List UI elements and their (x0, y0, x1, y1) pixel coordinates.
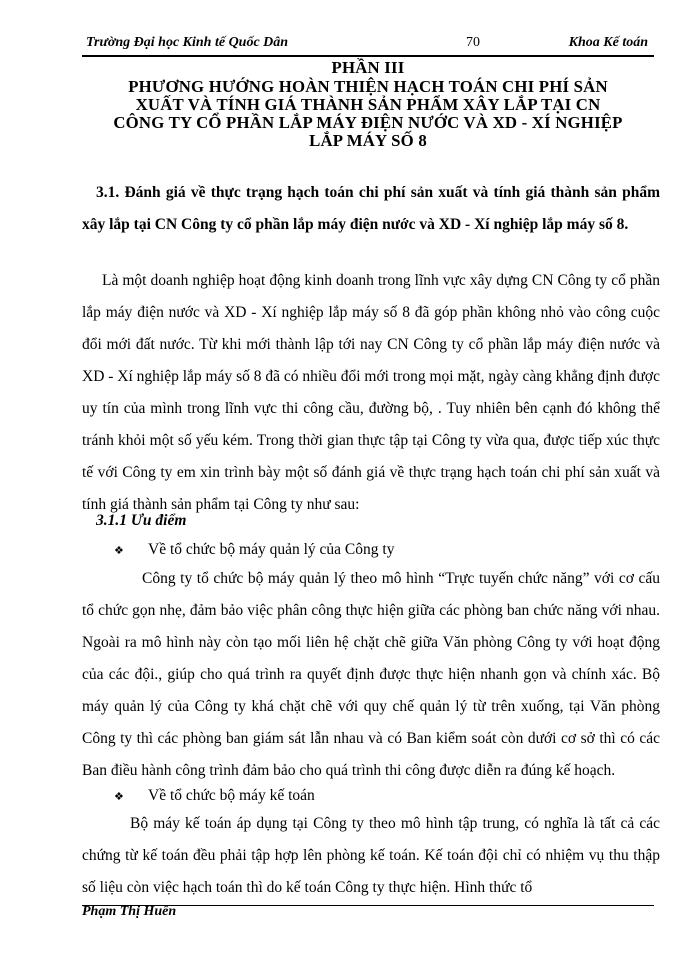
diamond-bullet-icon: ❖ (114, 545, 124, 557)
chapter-title-line: CÔNG TY CỔ PHẦN LẮP MÁY ĐIỆN NƯỚC VÀ XD - XÍ NGHIỆP (113, 113, 623, 132)
subsection-heading: 3.1.1 Ưu điểm (96, 512, 187, 529)
chapter-title-line: XUẤT VÀ TÍNH GIÁ THÀNH SẢN PHẨM XÂY LẮP TẠI CN (135, 95, 601, 114)
chapter-title-line: PHƯƠNG HƯỚNG HOÀN THIỆN HẠCH TOÁN CHI PHÍ SẢN (128, 77, 608, 96)
chapter-title-line: LẮP MÁY SỐ 8 (309, 131, 427, 150)
header-faculty: Khoa Kế toán (568, 35, 648, 50)
page-header (82, 35, 654, 55)
part-title: PHẦN III (331, 58, 405, 77)
page-number: 70 (466, 35, 480, 50)
bullet-text: Về tổ chức bộ máy quản lý của Công ty (148, 541, 395, 558)
section-heading: 3.1. Đánh giá về thực trạng hạch toán chi phí sản xuất và tính giá thành sản phẩm xây lắp tại CN Công ty cổ phần lắp máy điện nước và XD - Xí nghiệp lắp máy số 8. (82, 184, 660, 233)
bullet-text: Về tổ chức bộ máy kế toán (148, 787, 315, 804)
footer-author: Phạm Thị Huền (82, 904, 177, 919)
paragraph-accounting: Bộ máy kế toán áp dụng tại Công ty theo mô hình tập trung, có nghĩa là tất cả các chứng từ kế toán đều phải tập hợp lên phòng kế toán. Kế toán đội chỉ có nhiệm vụ thu thập số liệu còn việc hạch toán thì do kế toán Công ty thực hiện. Hình thức tổ (82, 815, 660, 896)
paragraph-management: Công ty tổ chức bộ máy quản lý theo mô hình “Trực tuyến chức năng” với cơ cấu tổ chức gọn nhẹ, đảm bảo việc phân công thực hiện giữa các phòng ban chức năng với nhau. Ngoài ra mô hình này còn tạo mối liên hệ chặt chẽ giữa Văn phòng Công ty với hoạt động của các đội., giúp cho quá trình ra quyết định được thực hiện nhanh gọn và chính xác. Bộ máy quản lý của Công ty khá chặt chẽ với quy chế quản lý từ trên xuống, tại Văn phòng Công ty thì các phòng ban giám sát lẫn nhau và có Ban kiểm soát còn dưới cơ sở thì có các Ban điều hành công trình đảm bảo cho quá trình thi công được diễn ra đúng kế hoạch. (82, 570, 660, 779)
diamond-bullet-icon: ❖ (114, 791, 124, 803)
paragraph-intro: Là một doanh nghiệp hoạt động kinh doanh trong lĩnh vực xây dựng CN Công ty cổ phần lắp máy điện nước và XD - Xí nghiệp lắp máy số 8 đã góp phần không nhỏ vào công cuộc đổi mới đất nước. Từ khi mới thành lập tới nay CN Công ty cổ phần lắp máy điện nước và XD - Xí nghiệp lắp máy số 8 đã có nhiều đổi mới trong mọi mặt, ngày càng khẳng định được uy tín của mình trong lĩnh vực thi công cầu, đường bộ, . Tuy nhiên bên cạnh đó không thể tránh khỏi một số yếu kém. Trong thời gian thực tập tại Công ty vừa qua, được tiếp xúc thực tế với Công ty em xin trình bày một số đánh giá về thực trạng hạch toán chi phí sản xuất và tính giá thành sản phẩm tại Công ty như sau: (82, 272, 660, 513)
header-university: Trường Đại học Kinh tế Quốc Dân (86, 35, 289, 50)
chapter-title (82, 78, 654, 150)
header-divider (82, 55, 654, 57)
